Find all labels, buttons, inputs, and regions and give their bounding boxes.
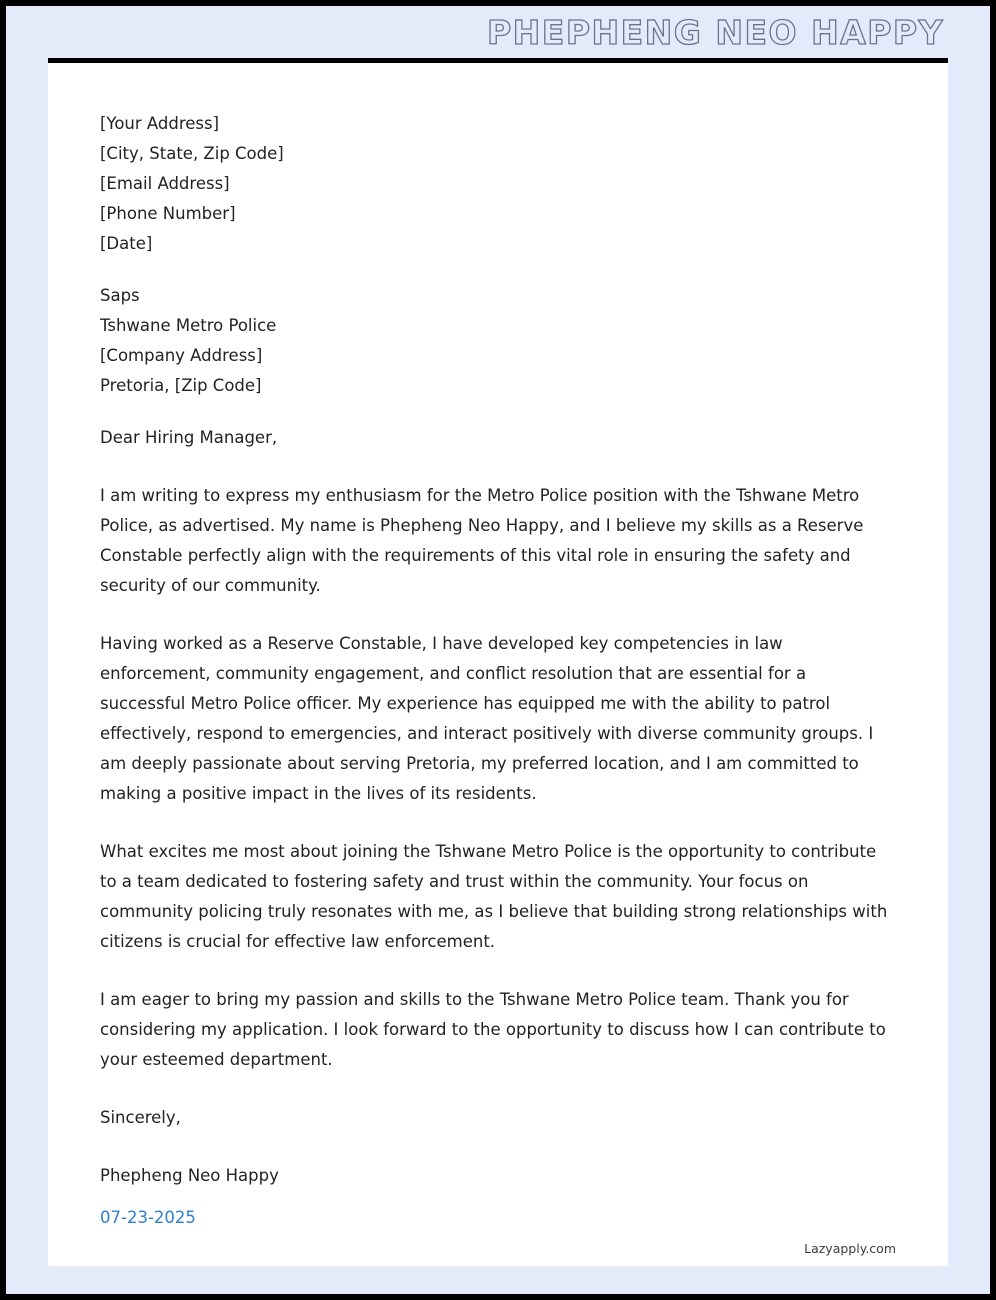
sender-email-line: [Email Address] xyxy=(100,174,230,193)
recipient-department-line: Tshwane Metro Police xyxy=(100,316,277,335)
signature-name: Phepheng Neo Happy xyxy=(100,1166,279,1185)
recipient-org-line: Saps xyxy=(100,286,140,305)
paragraph-3: What excites me most about joining the Tshwane Metro Police is the opportunity to contribute to a team dedicated to fostering safety and trust within the community. Your focus on community policing truly resonates with me, as I believe that building strong relationships with citizens is crucial for effective law enforcement. xyxy=(100,842,888,951)
paragraph-1: I am writing to express my enthusiasm for the Metro Police position with the Tshwane Metro Police, as advertised. My name is Phepheng Neo Happy, and I believe my skills as a Reserve Constable perfectly align with the requirements of this vital role in ensuring the safety and security of our community. xyxy=(100,486,864,595)
sender-city-line: [City, State, Zip Code] xyxy=(100,144,284,163)
recipient-city-line: Pretoria, [Zip Code] xyxy=(100,376,262,395)
recipient-address-block xyxy=(100,281,896,401)
closing: Sincerely, xyxy=(100,1108,181,1127)
sender-date-line: [Date] xyxy=(100,234,153,253)
header-applicant-name: PHEPHENG NEO HAPPY xyxy=(486,12,944,52)
document-header xyxy=(6,6,990,58)
paragraph-2: Having worked as a Reserve Constable, I have developed key competencies in law enforcement, community engagement, and conflict resolution that are essential for a successful Metro Police officer. My experience has equipped me with the ability to patrol effectively, respond to emergencies, and interact positively with diverse community groups. I am deeply passionate about serving Pretoria, my preferred location, and I am committed to making a positive impact in the lives of its residents. xyxy=(100,634,874,803)
recipient-address-line: [Company Address] xyxy=(100,346,263,365)
salutation: Dear Hiring Manager, xyxy=(100,428,278,447)
letter-body xyxy=(48,58,948,1266)
sender-phone-line: [Phone Number] xyxy=(100,204,236,223)
letter-date: 07-23-2025 xyxy=(100,1208,196,1227)
sender-address-line: [Your Address] xyxy=(100,114,220,133)
paragraph-4: I am eager to bring my passion and skills to the Tshwane Metro Police team. Thank you for considering my application. I look forward to the opportunity to discuss how I can contribute to your esteemed department. xyxy=(100,990,886,1069)
sender-address-block xyxy=(100,109,896,259)
footer-brand: Lazyapply.com xyxy=(804,1241,896,1256)
